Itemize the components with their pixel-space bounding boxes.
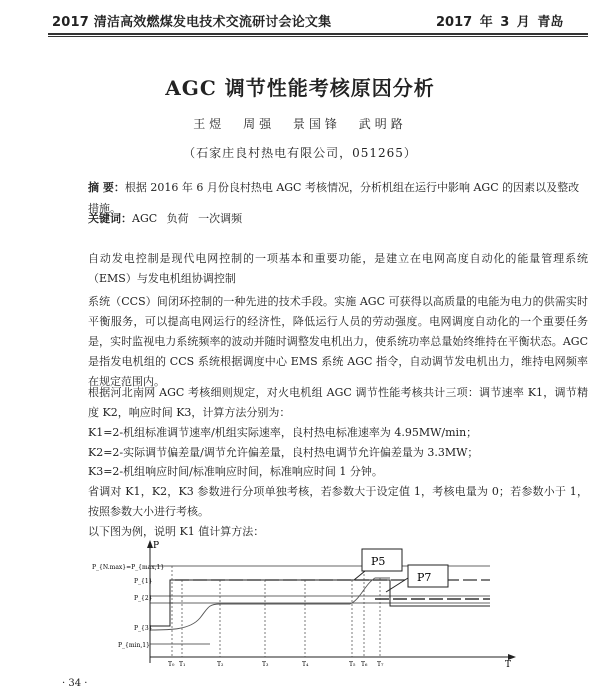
body-paragraph-4: 省调对 K1，K2，K3 参数进行分项单独考核，若参数大于设定值 1，考核电量为 0；若参数小于 1，按照参数大小进行考核。 [88, 485, 588, 518]
body-paragraph-2: 系统（CCS）间闭环控制的一种先进的技术手段。实施 AGC 可获得以高质量的电能为电力的供需实时平衡服务，可以提高电网运行的经济性，降低运行人员的劳动强度。电网调度自动化的一个重要任务是，实时监视电力系统频率的波动并随时调整发电机出力，使系统功率总量始终维持在平衡状态。AGC 是指发电机组的 CCS 系统根据调度中心 EMS 系统 AGC 指令，自动调节发电机出力，维持电网频率在规定范围内。 [88, 295, 588, 388]
x-label-t6: T₆ [361, 661, 368, 668]
body-paragraph-5: 以下图为例，说明 K1 值计算方法： [88, 525, 265, 538]
keywords-text: AGC 负荷 一次调频 [132, 212, 243, 225]
x-label-t1: T₁ [179, 661, 186, 668]
body-paragraph-3: 根据河北南网 AGC 考核细则规定，对火电机组 AGC 调节性能考核共计三项：调节速率 K1，调节精度 K2，响应时间 K3，计算方法分别为： [88, 386, 588, 419]
x-label-t7: T₇ [377, 661, 384, 668]
x-label-t2: T₂ [217, 661, 224, 668]
abstract-text: 根据 2016 年 6 月份良村热电 AGC 考核情况，分析机组在运行中影响 AGC 的因素以及整改措施。 [88, 181, 580, 215]
equation-k1: K1=2-机组标准调节速率/机组实际速率，良村热电标准速率为 4.95MW/min； [88, 426, 478, 439]
y-label-p3: P_{3} [134, 625, 153, 632]
body-paragraph-1: 自动发电控制是现代电网控制的一项基本和重要功能，是建立在电网高度自动化的能量管理系统（EMS）与发电机组协调控制 [88, 252, 588, 285]
x-label-t0: T₀ [168, 661, 175, 668]
callout-p5-pointer [354, 571, 365, 580]
running-header-left: 2017 清洁高效燃煤发电技术交流研讨会论文集 [52, 15, 332, 30]
y-label-pmin: P_{min,1} [118, 642, 150, 649]
header-rule [48, 33, 588, 37]
y-label-pmax: P_{N.max}=P_{max,1} [92, 564, 165, 571]
callout-p7-label: P7 [417, 571, 432, 584]
y-label-p2: P_{2} [134, 595, 153, 602]
paper-title: AGC 调节性能考核原因分析 [165, 76, 435, 100]
callout-p5-label: P5 [371, 555, 386, 568]
y-axis-label: P [153, 541, 160, 551]
x-axis-label: T [505, 660, 512, 668]
k1-figure [90, 538, 520, 668]
running-header-right: 2017 年 3 月 青岛 [436, 15, 564, 30]
y-label-p1: P_{1} [134, 578, 153, 585]
equation-k2: K2=2-实际调节偏差量/调节允许偏差量，良村热电调节允许偏差量为 3.3MW； [88, 446, 479, 459]
page-number: · 34 · [62, 678, 88, 689]
paper-authors: 王煜 周强 景国锋 武明路 [193, 117, 407, 131]
keywords [88, 210, 242, 226]
paper-affiliation: （石家庄良村热电有限公司，051265） [183, 146, 417, 160]
abstract-label: 摘 要： [88, 181, 125, 194]
x-label-t3: T₃ [262, 661, 269, 668]
x-label-t4: T₄ [302, 661, 309, 668]
x-label-t5: T₅ [349, 661, 356, 668]
equation-k3: K3=2-机组响应时间/标准响应时间，标准响应时间 1 分钟。 [88, 465, 383, 478]
keywords-label: 关键词： [88, 212, 132, 225]
actual-response-curve [150, 578, 390, 630]
